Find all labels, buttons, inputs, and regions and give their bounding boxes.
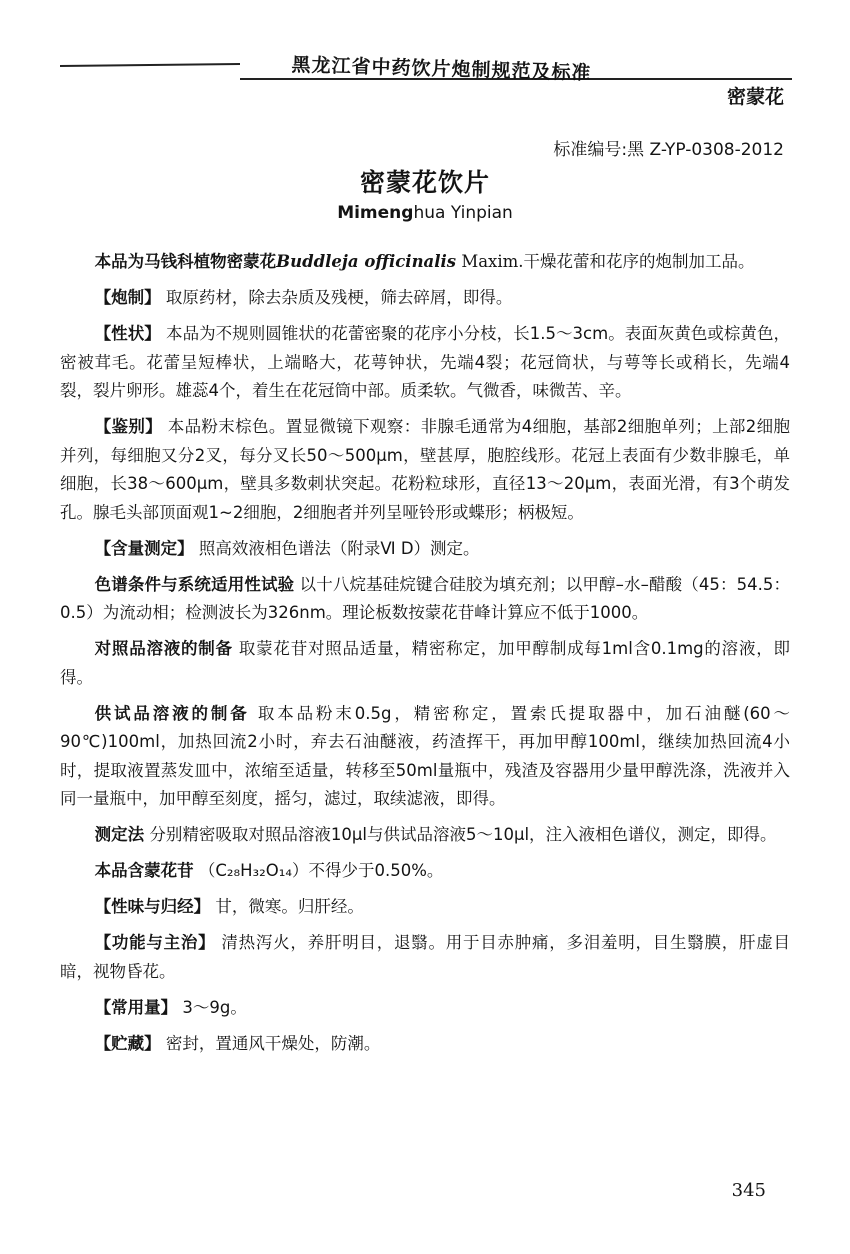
section-yongliang [60, 994, 790, 1023]
section-duizhao [60, 635, 790, 692]
intro-text-rest: Maxim.干燥花蕾和花序的炮制加工品。 [456, 252, 755, 271]
page-title: 密蒙花饮片 [359, 168, 490, 197]
section-label: 【性味与归经】 [94, 897, 211, 916]
section-label: 【炮制】 [94, 288, 161, 307]
section-text: 取原药材，除去杂质及残梗，筛去碎屑，即得。 [165, 288, 513, 307]
section-label: 【功能与主治】 [94, 933, 216, 952]
section-text: 清热泻火，养肝明目，退翳。用于目赤肿痛，多泪羞明，目生翳膜，肝虚目暗，视物昏花。 [60, 933, 791, 981]
section-lead: 供试品溶液的制备 [94, 703, 250, 723]
section-text: 以十八烷基硅烷键合硅胶为填充剂；以甲醇–水–醋酸（45：54.5：0.5）为流动相；检测波长为326nm。理论板数按蒙花苷峰计算应不低于1000。 [60, 574, 791, 622]
section-gongneng [60, 929, 790, 986]
section-hanliang [60, 535, 790, 564]
section-zhucang [60, 1030, 790, 1059]
section-label: 【贮藏】 [94, 1033, 161, 1053]
section-gongshi [60, 700, 790, 814]
section-label: 【性状】 [94, 324, 161, 343]
section-text: 取本品粉末0.5g，精密称定，置索氏提取器中，加石油醚(60～90℃)100ml，加热回流2小时，弃去石油醚液，药渣挥干，再加甲醇100ml，继续加热回流4小时，提取液置蒸发皿中，浓缩至适量，转移至50ml量瓶中，残渣及容器用少量甲醇洗涤，洗液并入同一量瓶中，加甲醇至刻度，摇匀，滤过，取续滤液，即得。 [60, 703, 791, 808]
section-xingzhuang [60, 320, 790, 406]
section-hanliang-requirement [60, 857, 790, 886]
header-rule-left [60, 63, 240, 67]
section-lead: 色谱条件与系统适用性试验 [94, 574, 295, 594]
section-xingwei [60, 893, 790, 922]
section-text: （C₂₈H₃₂O₁₄）不得少于0.50%。 [198, 861, 444, 880]
section-jianbie [60, 413, 790, 527]
document-body [60, 248, 790, 1066]
page-subtitle [0, 203, 850, 223]
section-text: 本品为不规则圆锥状的花蕾密聚的花序小分枝，长1.5～3cm。表面灰黄色或棕黄色，密被茸毛。花蕾呈短棒状，上端略大，花萼钟状，先端4裂；花冠筒状，与萼等长或稍长，先端4裂，裂片卵形。雄蕊4个，着生在花冠筒中部。质柔软。气微香，味微苦、辛。 [60, 324, 790, 400]
section-text: 甘，微寒。归肝经。 [215, 897, 364, 916]
section-lead: 对照品溶液的制备 [94, 639, 233, 658]
section-cedingfa [60, 821, 790, 850]
section-lead: 测定法 [94, 825, 145, 844]
section-text: 取蒙花苷对照品适量，精密称定，加甲醇制成每1ml含0.1mg的溶液，即得。 [60, 639, 791, 687]
section-lead: 本品含蒙花苷 [94, 861, 194, 880]
running-title: 黑龙江省中药饮片炮制规范及标准 [291, 53, 592, 85]
section-paozhi [60, 284, 790, 313]
standard-number: 标准编号:黑 Z-YP-0308-2012 [553, 140, 784, 160]
running-section: 密蒙花 [726, 86, 784, 108]
page-number: 345 [731, 1180, 766, 1201]
section-text: 3～9g。 [182, 997, 247, 1017]
section-label: 【含量测定】 [94, 538, 194, 558]
section-label: 【常用量】 [94, 997, 178, 1017]
section-text: 照高效液相色谱法（附录Ⅵ D）测定。 [198, 538, 480, 558]
subtitle-bold: Mimeng [337, 203, 414, 223]
section-text: 本品粉末棕色。置显微镜下观察：非腺毛通常为4细胞，基部2细胞单列；上部2细胞并列，每细胞又分2叉，每分叉长50～500μm，壁甚厚，胞腔线形。花冠上表面有少数非腺毛，单细胞，长38～600μm，壁具多数刺状突起。花粉粒球形，直径13～20μm，表面光滑，有3个萌发孔。腺毛头部顶面观1~2细胞，2细胞者并列呈哑铃形或蝶形；柄极短。 [60, 417, 791, 522]
section-sepu [60, 571, 790, 628]
section-text: 密封，置通风干燥处，防潮。 [165, 1033, 381, 1053]
intro-paragraph [60, 248, 790, 277]
section-label: 【鉴别】 [94, 417, 163, 436]
subtitle-rest: hua Yinpian [413, 203, 513, 223]
latin-name: Buddleja officinalis [276, 252, 457, 271]
section-text: 分别精密吸取对照品溶液10μl与供试品溶液5～10μl，注入液相色谱仪，测定，即得。 [149, 825, 777, 844]
intro-text: 本品为马钱科植物密蒙花 [94, 252, 277, 271]
